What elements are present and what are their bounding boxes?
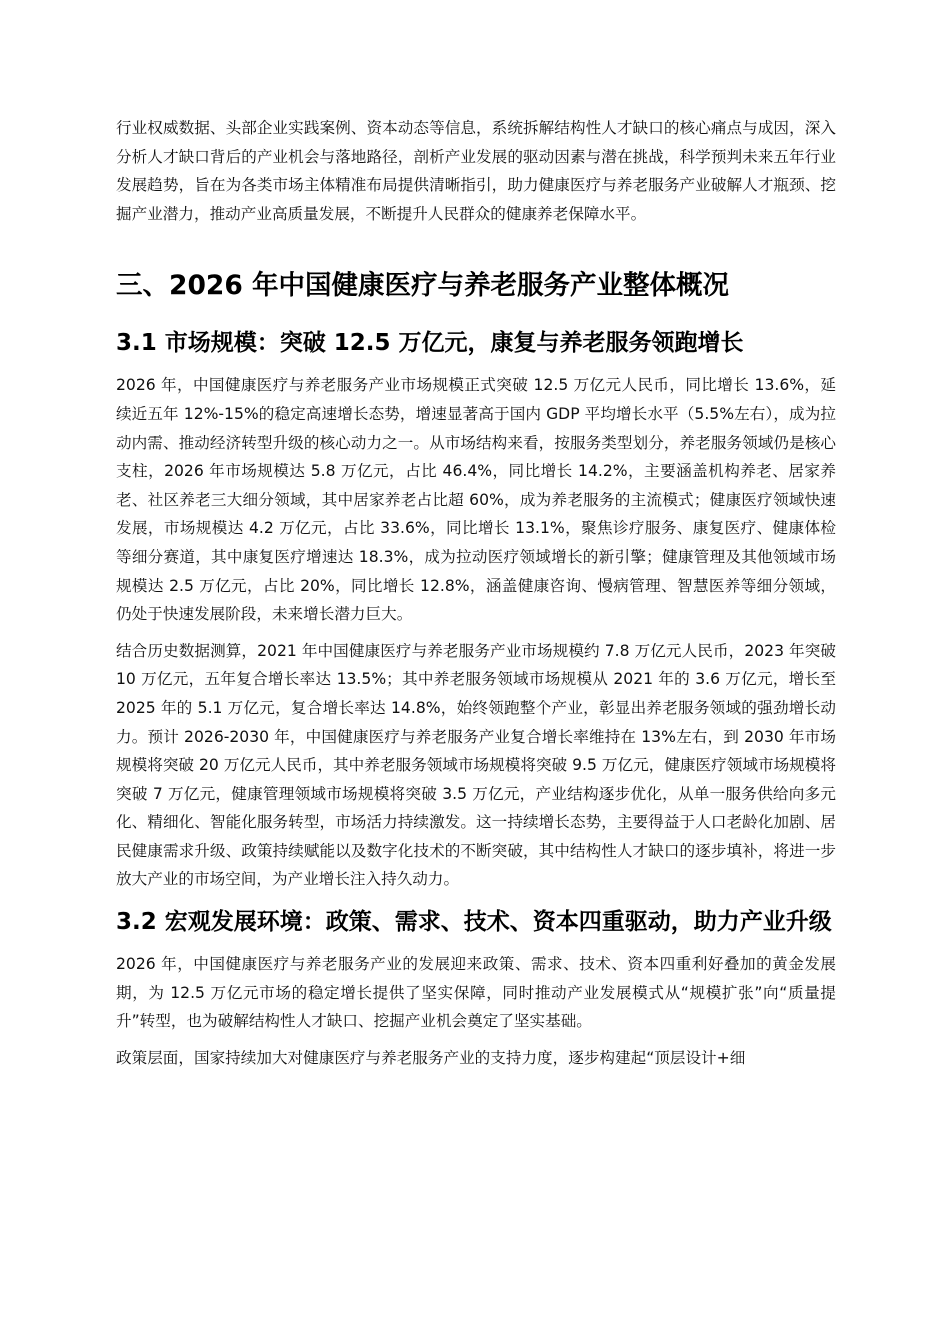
section-3-heading: 三、2026 年中国健康医疗与养老服务产业整体概况 [116, 270, 729, 302]
document-body [116, 114, 836, 1072]
historical-data-paragraph: 结合历史数据测算，2021 年中国健康医疗与养老服务产业市场规模约 7.8 万亿元人民币，2023 年突破 10 万亿元，五年复合增长率达 13.5%；其中养老服务领域市场规模从 2021 年的 3.6 万亿元，增长至 2025 年的 5.1 万亿元，复合增长率达 14.8%，始终领跑整个产业，彰显出养老服务领域的强劲增长动力。预计 2026-2030 年，中国健康医疗与养老服务产业复合增长率维持在 13%左右，到 2030 年市场规模将突破 20 万亿元人民币，其中养老服务领域市场规模将突破 9.5 万亿元，健康医疗领域市场规模将突破 7 万亿元，健康管理领域市场规模将突破 3.5 万亿元，产业结构逐步优化，从单一服务供给向多元化、精细化、智能化服务转型，市场活力持续激发。这一持续增长态势，主要得益于人口老龄化加剧、居民健康需求升级、政策持续赋能以及数字化技术的不断突破，其中结构性人才缺口的逐步填补，将进一步放大产业的市场空间，为产业增长注入持久动力。 [116, 641, 836, 889]
intro-paragraph: 行业权威数据、头部企业实践案例、资本动态等信息，系统拆解结构性人才缺口的核心痛点与成因，深入分析人才缺口背后的产业机会与落地路径，剖析产业发展的驱动因素与潜在挑战，科学预判未来五年行业发展趋势，旨在为各类市场主体精准布局提供清晰指引，助力健康医疗与养老服务产业破解人才瓶颈、挖掘产业潜力，推动产业高质量发展，不断提升人民群众的健康养老保障水平。 [116, 119, 836, 223]
subsection-3-1-heading: 3.1 市场规模：突破 12.5 万亿元，康复与养老服务领跑增长 [116, 330, 744, 357]
macro-environment-paragraph: 2026 年，中国健康医疗与养老服务产业的发展迎来政策、需求、技术、资本四重利好叠加的黄金发展期，为 12.5 万亿元市场的稳定增长提供了坚实保障，同时推动产业发展模式从“规模扩张”向“质量提升”转型，也为破解结构性人才缺口、挖掘产业机会奠定了坚实基础。 [116, 955, 836, 1031]
market-size-paragraph: 2026 年，中国健康医疗与养老服务产业市场规模正式突破 12.5 万亿元人民币，同比增长 13.6%，延续近五年 12%-15%的稳定高速增长态势，增速显著高于国内 GDP 平均增长水平（5.5%左右），成为拉动内需、推动经济转型升级的核心动力之一。从市场结构来看，按服务类型划分，养老服务领域仍是核心支柱，2026 年市场规模达 5.8 万亿元，占比 46.4%，同比增长 14.2%，主要涵盖机构养老、居家养老、社区养老三大细分领域，其中居家养老占比超 60%，成为养老服务的主流模式；健康医疗领域快速发展，市场规模达 4.2 万亿元，占比 33.6%，同比增长 13.1%，聚焦诊疗服务、康复医疗、健康体检等细分赛道，其中康复医疗增速达 18.3%，成为拉动医疗领域增长的新引擎；健康管理及其他领域市场规模达 2.5 万亿元，占比 20%，同比增长 12.8%，涵盖健康咨询、慢病管理、智慧医养等细分领域，仍处于快速发展阶段，未来增长潜力巨大。 [116, 376, 836, 624]
policy-paragraph: 政策层面，国家持续加大对健康医疗与养老服务产业的支持力度，逐步构建起“顶层设计+细 [116, 1048, 746, 1067]
subsection-3-2-heading: 3.2 宏观发展环境：政策、需求、技术、资本四重驱动，助力产业升级 [116, 909, 832, 936]
